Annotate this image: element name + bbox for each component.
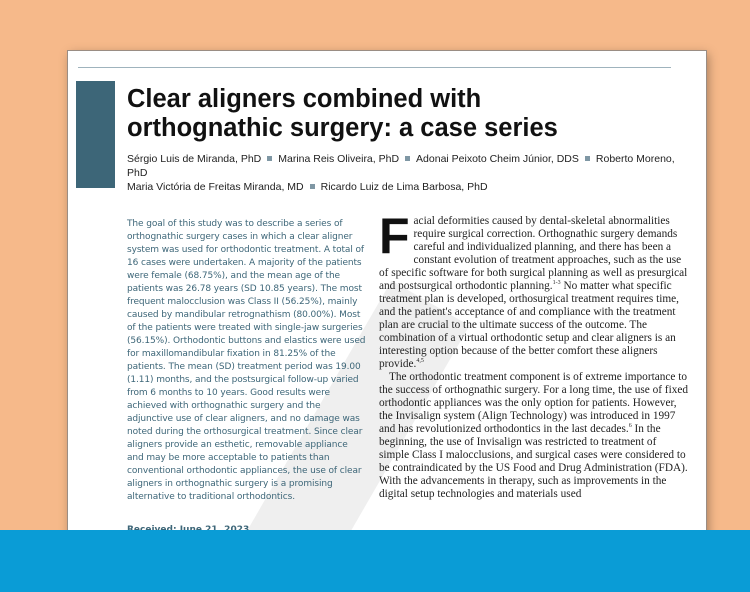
body-text: The orthodontic treatment component is of extreme importance to the success of orthognathic surgery. For a long time, the use of fixed orthodontic appliances was the only option for patients. However, the Invisalign system (Align Technology) was introduced in 1997 and has revolutionized orthodontics in the last decades. xyxy=(379,371,689,435)
author-separator xyxy=(267,156,272,161)
author-list xyxy=(127,152,687,194)
abstract-text: The goal of this study was to describe a series of orthognathic surgery cases in which a clear aligner system was used for orthodontic treatment. A total of 16 cases were undertaken. A majority of the patients were female (68.75%), and the mean age of the patients was 26.78 years (SD 10.85 years). The most frequent malocclusion was Class II (56.25%), mainly caused by mandibular retrognathism (80.00%). Most of the patients were treated with single-jaw surgeries (56.15%). Orthodontic buttons and elastics were used for maxillomandibular fixation in 81.25% of the patients. The mean (SD) treatment period was 19.00 (1.11) months, and the postsurgical follow-up varied from 6 months to 10 years. Good results were achieved with orthognathic surgery and the adjunctive use of clear aligners, and no damage was noted during the orthosurgical treatment. Since clear aligners provide an esthetic, removable appliance and may be more acceptable to patients than conventional orthodontic appliances, the use of clear aligners in orthognathic surgery is a promising alternative to traditional orthodontics. xyxy=(127,219,366,502)
body-column xyxy=(379,208,689,501)
header-rule xyxy=(78,67,671,68)
drop-cap: F xyxy=(379,208,410,264)
body-paragraph xyxy=(379,208,689,371)
citation: 6 xyxy=(628,423,632,430)
bottom-banner xyxy=(0,530,750,592)
article-title xyxy=(127,85,647,143)
author: Marina Reis Oliveira, PhD xyxy=(278,153,400,165)
citation: 4,5 xyxy=(416,358,424,365)
author-separator xyxy=(310,184,315,189)
author-separator xyxy=(585,156,590,161)
author: Roberto Moreno, PhD xyxy=(127,153,675,179)
author-separator xyxy=(405,156,410,161)
title-line-1: Clear aligners combined with xyxy=(127,85,482,113)
citation: 1-3 xyxy=(552,280,561,287)
title-accent-bar xyxy=(76,81,115,188)
author: Sérgio Luis de Miranda, PhD xyxy=(127,153,262,165)
author: Ricardo Luiz de Lima Barbosa, PhD xyxy=(320,181,488,193)
body-paragraph xyxy=(379,371,689,501)
author: Maria Victória de Freitas Miranda, MD xyxy=(127,181,304,193)
body-text: In the beginning, the use of Invisalign was restricted to treatment of simple Class I malocclusions, and surgical cases were considered to be contraindicated by the US Food and Drug Administration (FDA). With the advancements in therapy, such as improvements in the digital setup technologies and materials used xyxy=(379,423,688,500)
author: Adonai Peixoto Cheim Júnior, DDS xyxy=(416,153,579,165)
journal-page xyxy=(68,51,706,551)
body-text: No matter what specific treatment plan is developed, orthosurgical treatment requires time, and the patient's acceptance of and compliance with the treatment plan are crucial to the ultimate success of the outcome. The combination of a virtual orthodontic setup and clear aligners is an interesting option because of the better comfort these aligners provide. xyxy=(379,280,680,370)
title-line-2: orthognathic surgery: a case series xyxy=(127,114,558,142)
body-text: acial deformities caused by dental-skeletal abnormalities require surgical correction. Orthognathic surgery demands careful and individualized planning, and there has been a constant evolution of treatment approaches, such as the use of specific software for both surgical planning as well as presurgical and postsurgical orthodontic planning. xyxy=(379,215,688,292)
